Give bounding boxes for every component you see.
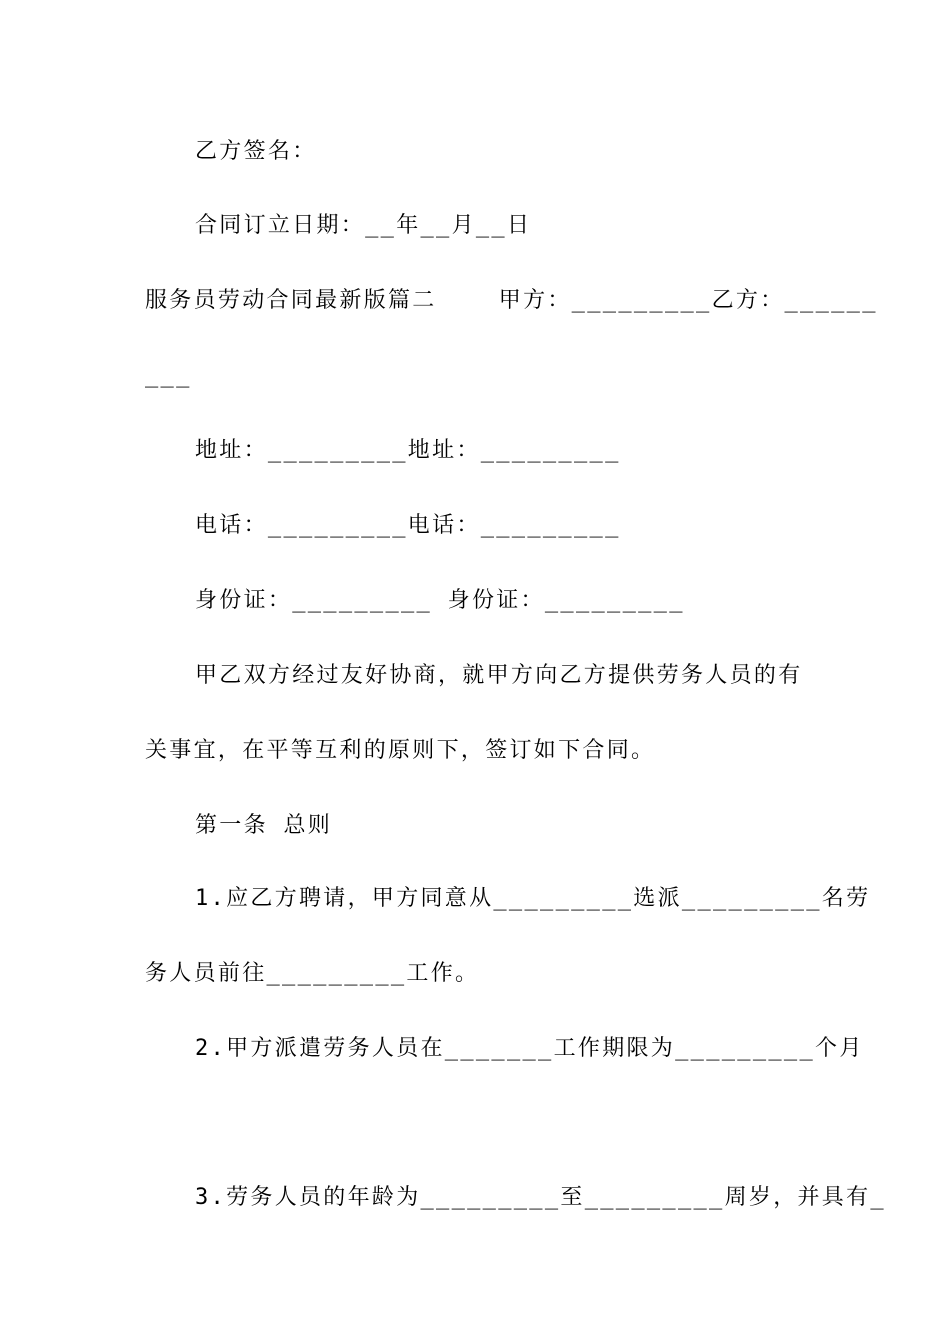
contract-date-line: 合同订立日期：__年__月__日 [195, 213, 532, 238]
phone-line: 电话：_________电话：_________ [195, 513, 621, 538]
address-line: 地址：_________地址：_________ [195, 438, 621, 463]
preamble-paragraph-line-2: 关事宜，在平等互利的原则下，签订如下合同。 [145, 738, 656, 763]
preamble-paragraph-line-1: 甲乙双方经过友好协商，就甲方向乙方提供劳务人员的有 [195, 663, 803, 688]
clause-1-line-2: 务人员前往_________工作。 [145, 961, 480, 986]
clause-2-line: 2.甲方派遣劳务人员在_______工作期限为_________个月 [195, 1036, 864, 1061]
id-card-line: 身份证：_________ 身份证：_________ [195, 588, 685, 613]
party-b-signature-line: 乙方签名： [195, 139, 317, 164]
clause-1-line-1: 1.应乙方聘请，甲方同意从_________选派_________名劳 [195, 886, 871, 911]
contract-title-parties-line: 服务员劳动合同最新版篇二 甲方：_________乙方：______ [145, 288, 878, 313]
clause-3-line: 3.劳务人员的年龄为_________至_________周岁，并具有_ [195, 1185, 886, 1210]
party-b-blank-continuation: ___ [145, 363, 192, 388]
article-1-heading: 第一条 总则 [195, 813, 333, 838]
